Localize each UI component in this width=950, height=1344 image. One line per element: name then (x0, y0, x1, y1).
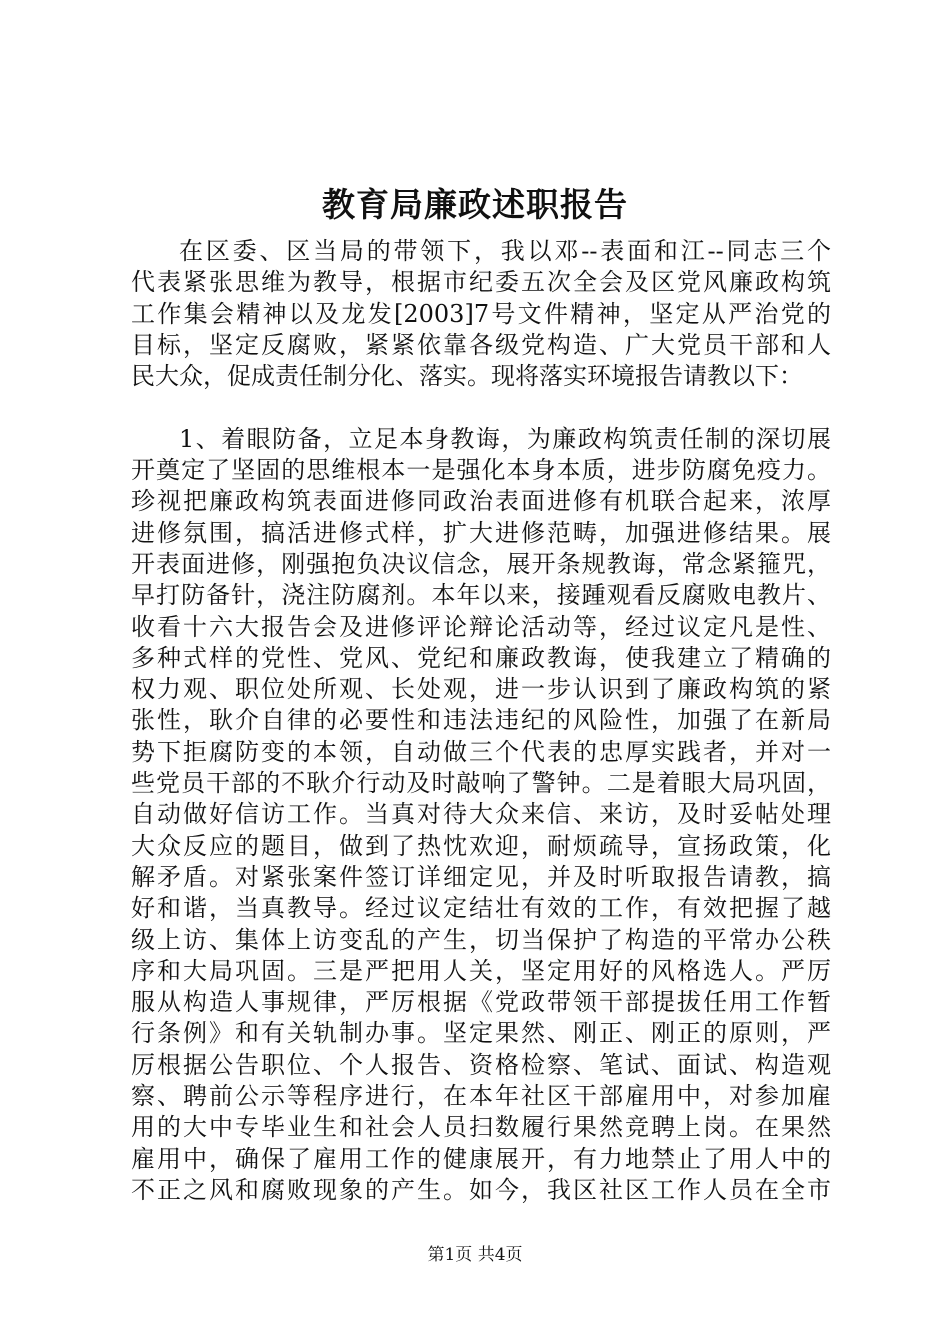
text-line: 张性，耿介自律的必要性和违法违纪的风险性，加强了在新局 (131, 706, 831, 735)
paragraph-section-1 (131, 424, 831, 1206)
text-line: 民大众，促成责任制分化、落实。现将落实环境报告请教以下： (131, 362, 803, 391)
paragraph-spacer (131, 392, 831, 423)
text-line: 进修氛围，搞活进修式样，扩大进修范畴，加强进修结果。展 (131, 518, 831, 547)
text-line: 不正之风和腐败现象的产生。如今，我区社区工作人员在全市 (131, 1175, 831, 1204)
text-line: 珍视把廉政构筑表面进修同政治表面进修有机联合起来，浓厚 (131, 487, 831, 516)
text-line: 势下拒腐防变的本领，自动做三个代表的忠厚实践者，并对一 (131, 737, 831, 766)
document-title: 教育局廉政述职报告 (322, 185, 628, 224)
text-line: 目标，坚定反腐败，紧紧依靠各级党构造、广大党员干部和人 (131, 330, 831, 359)
text-line: 1、着眼防备，立足本身教诲，为廉政构筑责任制的深切展 (179, 424, 831, 453)
text-line: 解矛盾。对紧张案件签订详细定见，并及时听取报告请教，搞 (131, 862, 831, 891)
text-line: 工作集会精神以及龙发[2003]7号文件精神，坚定从严治党的 (131, 299, 831, 328)
paragraph-intro (131, 236, 831, 392)
text-line: 序和大局巩固。三是严把用人关，坚定用好的风格选人。严厉 (131, 956, 831, 985)
text-line: 大众反应的题目，做到了热忱欢迎，耐烦疏导，宣扬政策，化 (131, 831, 831, 860)
text-line: 察、聘前公示等程序进行，在本年社区干部雇用中，对参加雇 (131, 1082, 831, 1111)
text-line: 多种式样的党性、党风、党纪和廉政教诲，使我建立了精确的 (131, 643, 831, 672)
text-line: 在区委、区当局的带领下，我以邓--表面和江--同志三个 (179, 237, 831, 265)
text-line: 早打防备针，浇注防腐剂。本年以来，接踵观看反腐败电教片、 (131, 581, 831, 610)
text-line: 收看十六大报告会及进修评论辩论活动等，经过议定凡是性、 (131, 612, 831, 641)
text-line: 自动做好信访工作。当真对待大众来信、来访，及时妥帖处理 (131, 800, 831, 829)
text-line: 权力观、职位处所观、长处观，进一步认识到了廉政构筑的紧 (131, 675, 831, 704)
text-line: 服从构造人事规律，严厉根据《党政带领干部提拔任用工作暂 (131, 988, 831, 1017)
text-line: 厉根据公告职位、个人报告、资格检察、笔试、面试、构造观 (131, 1050, 831, 1079)
text-line: 好和谐，当真教导。经过议定结壮有效的工作，有效把握了越 (131, 894, 831, 923)
text-line: 雇用中，确保了雇用工作的健康展开，有力地禁止了用人中的 (131, 1144, 831, 1173)
page-footer: 第1页 共4页 (427, 1245, 523, 1265)
text-line: 代表紧张思维为教导，根据市纪委五次全会及区党风廉政构筑 (131, 268, 831, 297)
text-line: 行条例》和有关轨制办事。坚定果然、刚正、刚正的原则，严 (131, 1019, 831, 1048)
text-line: 级上访、集体上访变乱的产生，切当保护了构造的平常办公秩 (131, 925, 831, 954)
text-line: 开奠定了坚固的思维根本一是强化本身本质，进步防腐免疫力。 (131, 456, 831, 485)
document-body (131, 236, 831, 1206)
text-line: 开表面进修，刚强抱负决议信念，展开条规教诲，常念紧箍咒， (131, 549, 831, 578)
text-line: 用的大中专毕业生和社会人员扫数履行果然竞聘上岗。在果然 (131, 1113, 831, 1142)
text-line: 些党员干部的不耿介行动及时敲响了警钟。二是着眼大局巩固， (131, 769, 831, 798)
